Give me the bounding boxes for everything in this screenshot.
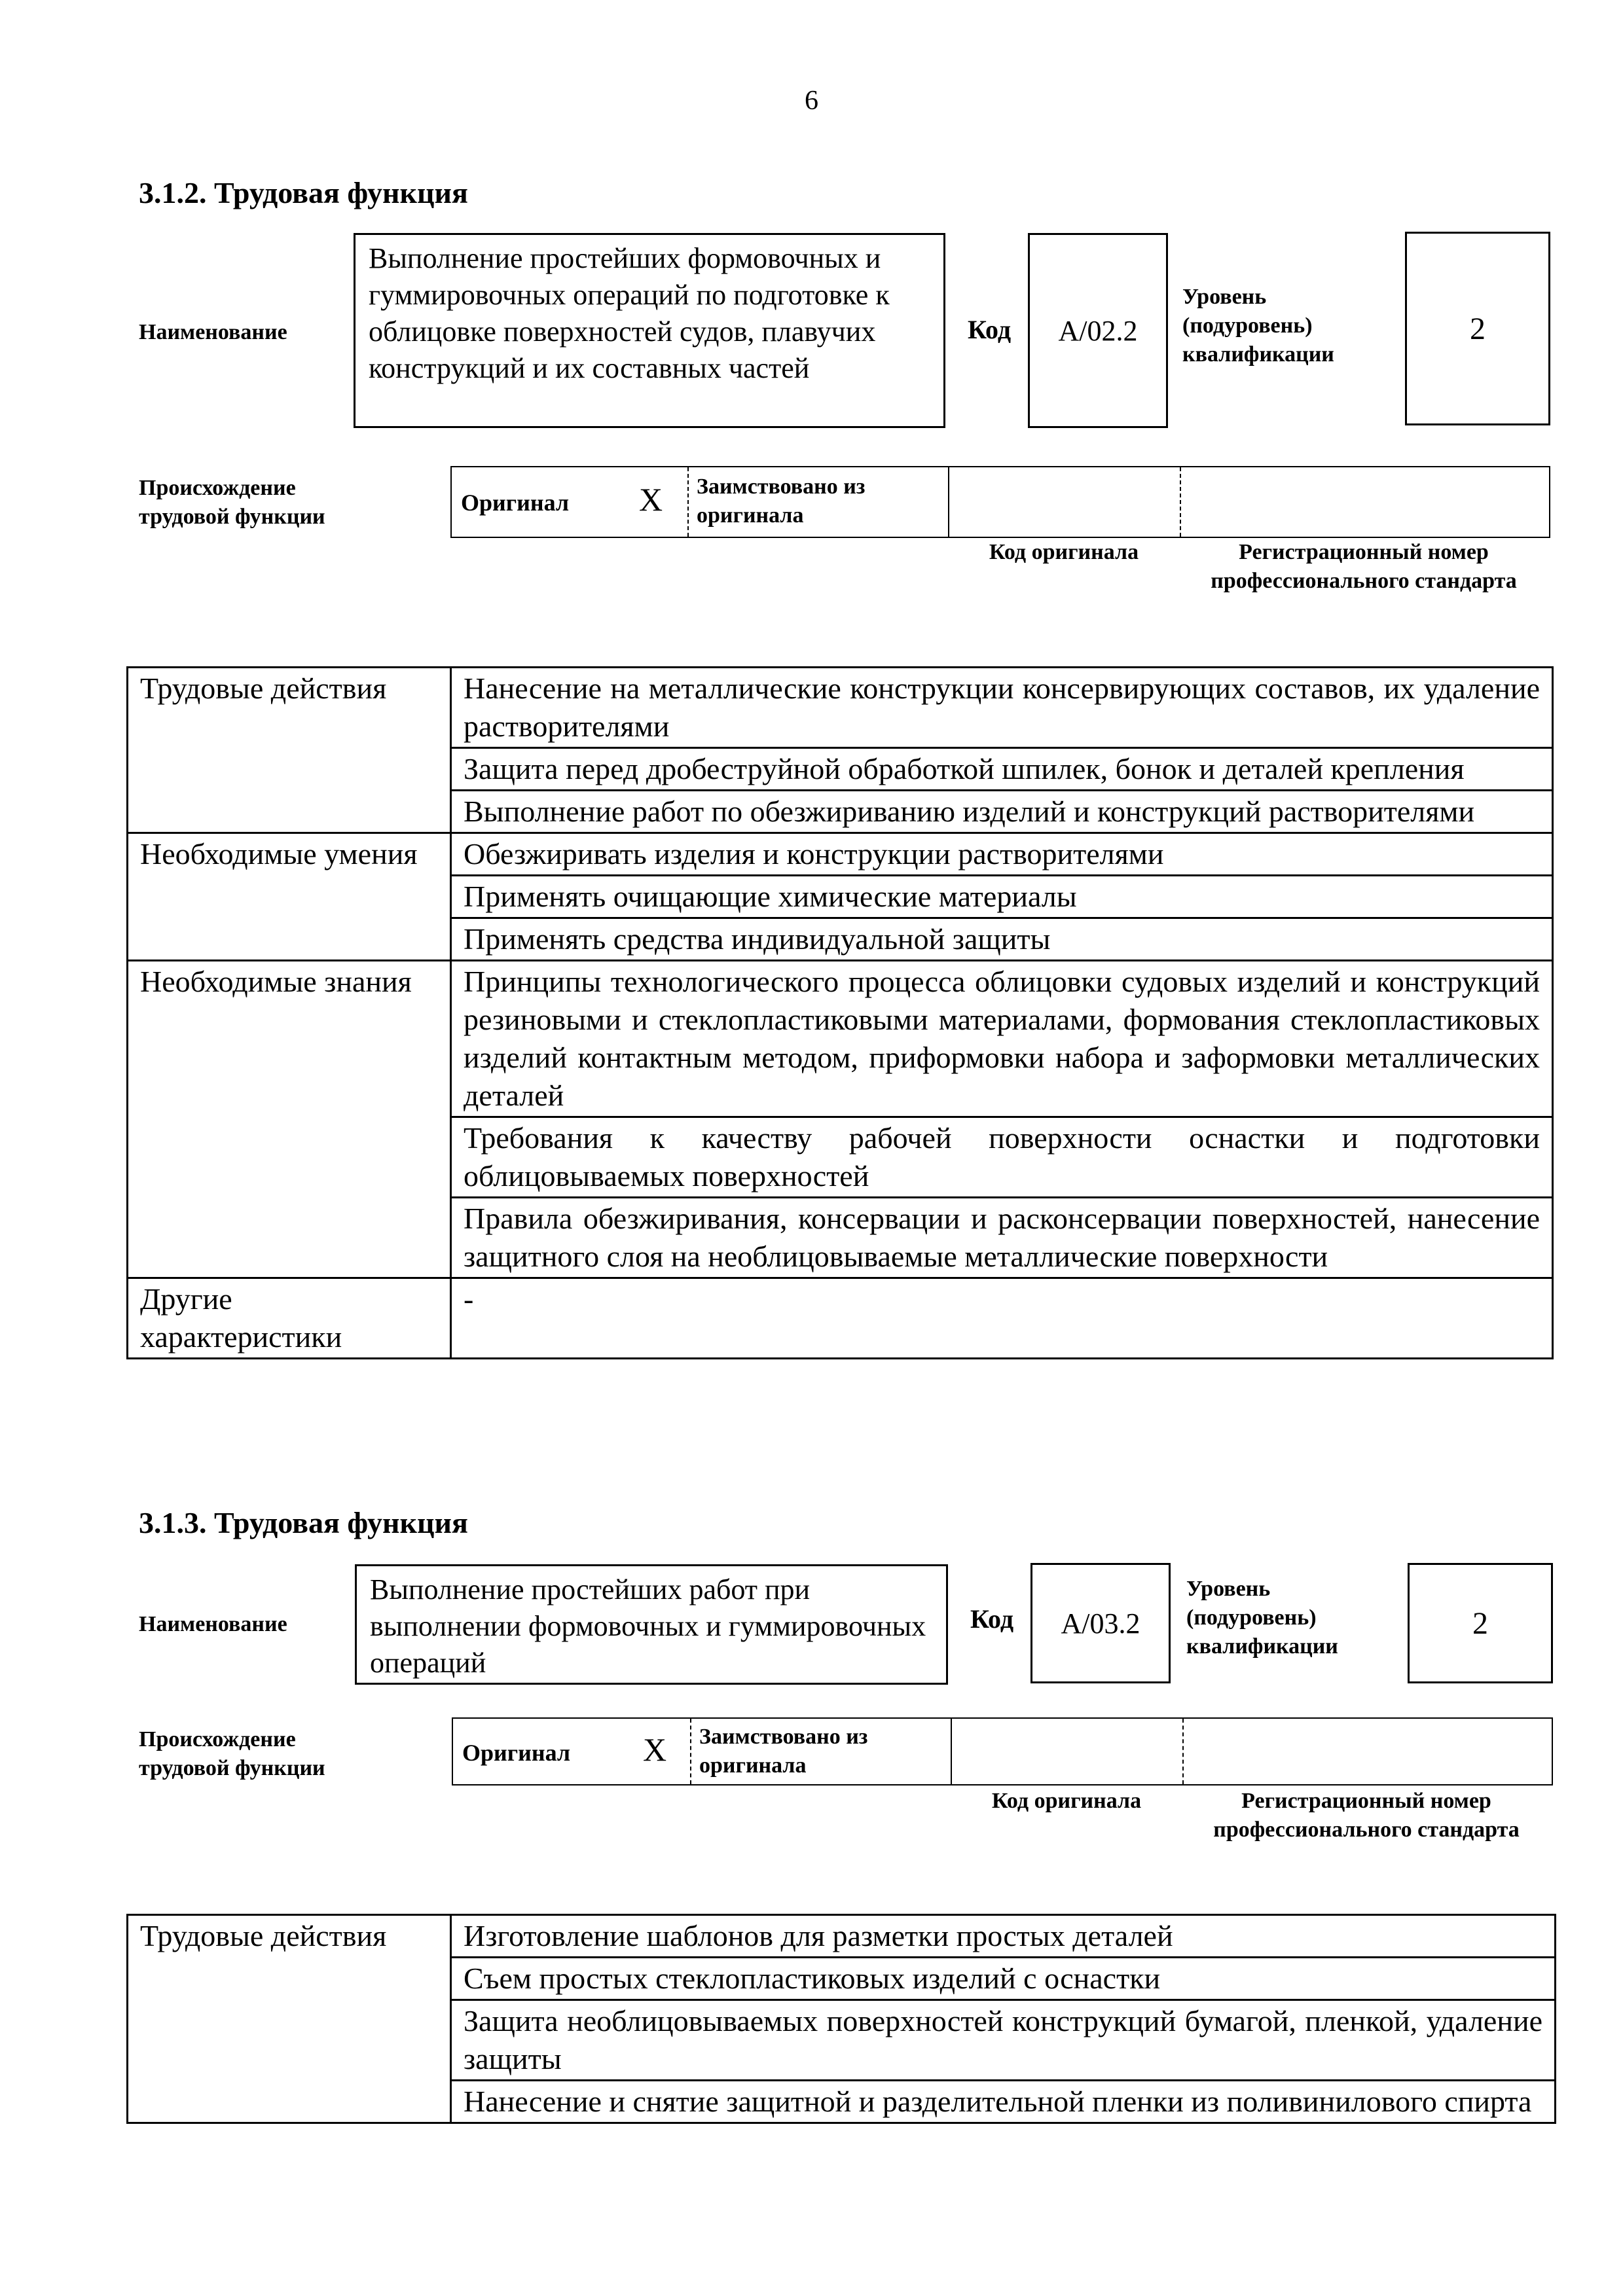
original-cell-2: [453, 1719, 691, 1784]
reg-number-cell-1: [1181, 467, 1549, 537]
row-header-other: Другие характеристики: [128, 1278, 451, 1359]
function-table-1: [126, 666, 1554, 1359]
name-label-2: Наименование: [139, 1612, 287, 1636]
function-table-2: [126, 1914, 1556, 2124]
row-header-labor-actions: Трудовые действия: [128, 1915, 451, 2123]
table-row: [128, 668, 1553, 748]
table-cell: Нанесение на металлические конструкции консервирующих составов, их удаление растворителями: [451, 668, 1553, 748]
original-mark-1: X: [639, 481, 663, 518]
code-label-1: Код: [968, 315, 1012, 344]
table-cell: Выполнение работ по обезжириванию изделий и конструкций растворителями: [451, 791, 1553, 833]
level-label-1: Уровень (подуровень) квалификации: [1182, 285, 1334, 367]
original-cell-1: [452, 467, 689, 537]
reg-number-cell-2: [1184, 1719, 1552, 1784]
borrowed-cell-1: [689, 467, 949, 537]
level-label-2: Уровень (подуровень) квалификации: [1186, 1577, 1338, 1659]
table-cell: Правила обезжиривания, консервации и расконсервации поверхностей, нанесение защитного слоя на необлицовываемые металлические поверхности: [451, 1198, 1553, 1278]
level-box-2: 2: [1408, 1563, 1553, 1683]
original-label-1: Оригинал: [461, 490, 570, 516]
reg-number-caption-1: Регистрационный номер профессионального стандарта: [1211, 540, 1517, 593]
code-original-caption-2: Код оригинала: [991, 1789, 1142, 1813]
table-cell: Защита перед дробеструйной обработкой шпилек, бонок и деталей крепления: [451, 748, 1553, 791]
code-original-caption-1: Код оригинала: [989, 540, 1139, 564]
table-cell: Защита необлицовываемых поверхностей конструкций бумагой, пленкой, удаление защиты: [451, 2000, 1556, 2081]
borrowed-label-2: Заимствовано из оригинала: [699, 1725, 868, 1778]
code-original-cell-2: [952, 1719, 1184, 1784]
original-label-2: Оригинал: [462, 1740, 571, 1766]
origin-label-1: Происхождение трудовой функции: [139, 476, 325, 529]
function-name-box-2: Выполнение простейших работ при выполнении формовочных и гуммировочных операций: [355, 1564, 948, 1685]
row-header-labor-actions: Трудовые действия: [128, 668, 451, 833]
origin-row-2: [452, 1717, 1553, 1785]
row-header-skills: Необходимые умения: [128, 833, 451, 961]
table-row: [128, 833, 1553, 876]
table-cell: Применять очищающие химические материалы: [451, 876, 1553, 918]
section-title-1: 3.1.2. Трудовая функция: [139, 176, 468, 209]
code-original-cell-1: [949, 467, 1181, 537]
borrowed-label-1: Заимствовано из оригинала: [697, 475, 866, 528]
borrowed-cell-2: [691, 1719, 952, 1784]
table-cell: Изготовление шаблонов для разметки простых деталей: [451, 1915, 1556, 1958]
code-label-2: Код: [970, 1604, 1014, 1634]
reg-number-caption-2: Регистрационный номер профессионального стандарта: [1213, 1789, 1520, 1842]
table-row: [128, 1915, 1556, 1958]
code-box-1: A/02.2: [1028, 233, 1168, 428]
original-mark-2: X: [643, 1731, 667, 1768]
code-box-2: A/03.2: [1030, 1563, 1171, 1683]
table-cell: Нанесение и снятие защитной и разделительной пленки из поливинилового спирта: [451, 2081, 1556, 2123]
table-cell: Применять средства индивидуальной защиты: [451, 918, 1553, 961]
table-row: [128, 961, 1553, 1117]
row-header-knowledge: Необходимые знания: [128, 961, 451, 1278]
table-cell: -: [451, 1278, 1553, 1359]
table-cell: Требования к качеству рабочей поверхности оснастки и подготовки облицовываемых поверхностей: [451, 1117, 1553, 1198]
table-row: [128, 1278, 1553, 1359]
section-title-2: 3.1.3. Трудовая функция: [139, 1506, 468, 1539]
level-box-1: 2: [1405, 232, 1550, 425]
table-cell: Обезжиривать изделия и конструкции растворителями: [451, 833, 1553, 876]
page-number: 6: [805, 86, 818, 116]
table-cell: Съем простых стеклопластиковых изделий с оснастки: [451, 1958, 1556, 2000]
origin-label-2: Происхождение трудовой функции: [139, 1727, 325, 1780]
function-name-box-1: Выполнение простейших формовочных и гуммировочных операций по подготовке к облицовке поверхностей судов, плавучих конструкций и их составных частей: [354, 233, 945, 428]
table-cell: Принципы технологического процесса облицовки судовых изделий и конструкций резиновыми и стеклопластиковыми материалами, формования стеклопластиковых изделий контактным методом, приформовки набора и заформовки металлических деталей: [451, 961, 1553, 1117]
name-label-1: Наименование: [139, 320, 287, 344]
origin-row-1: [450, 466, 1550, 538]
